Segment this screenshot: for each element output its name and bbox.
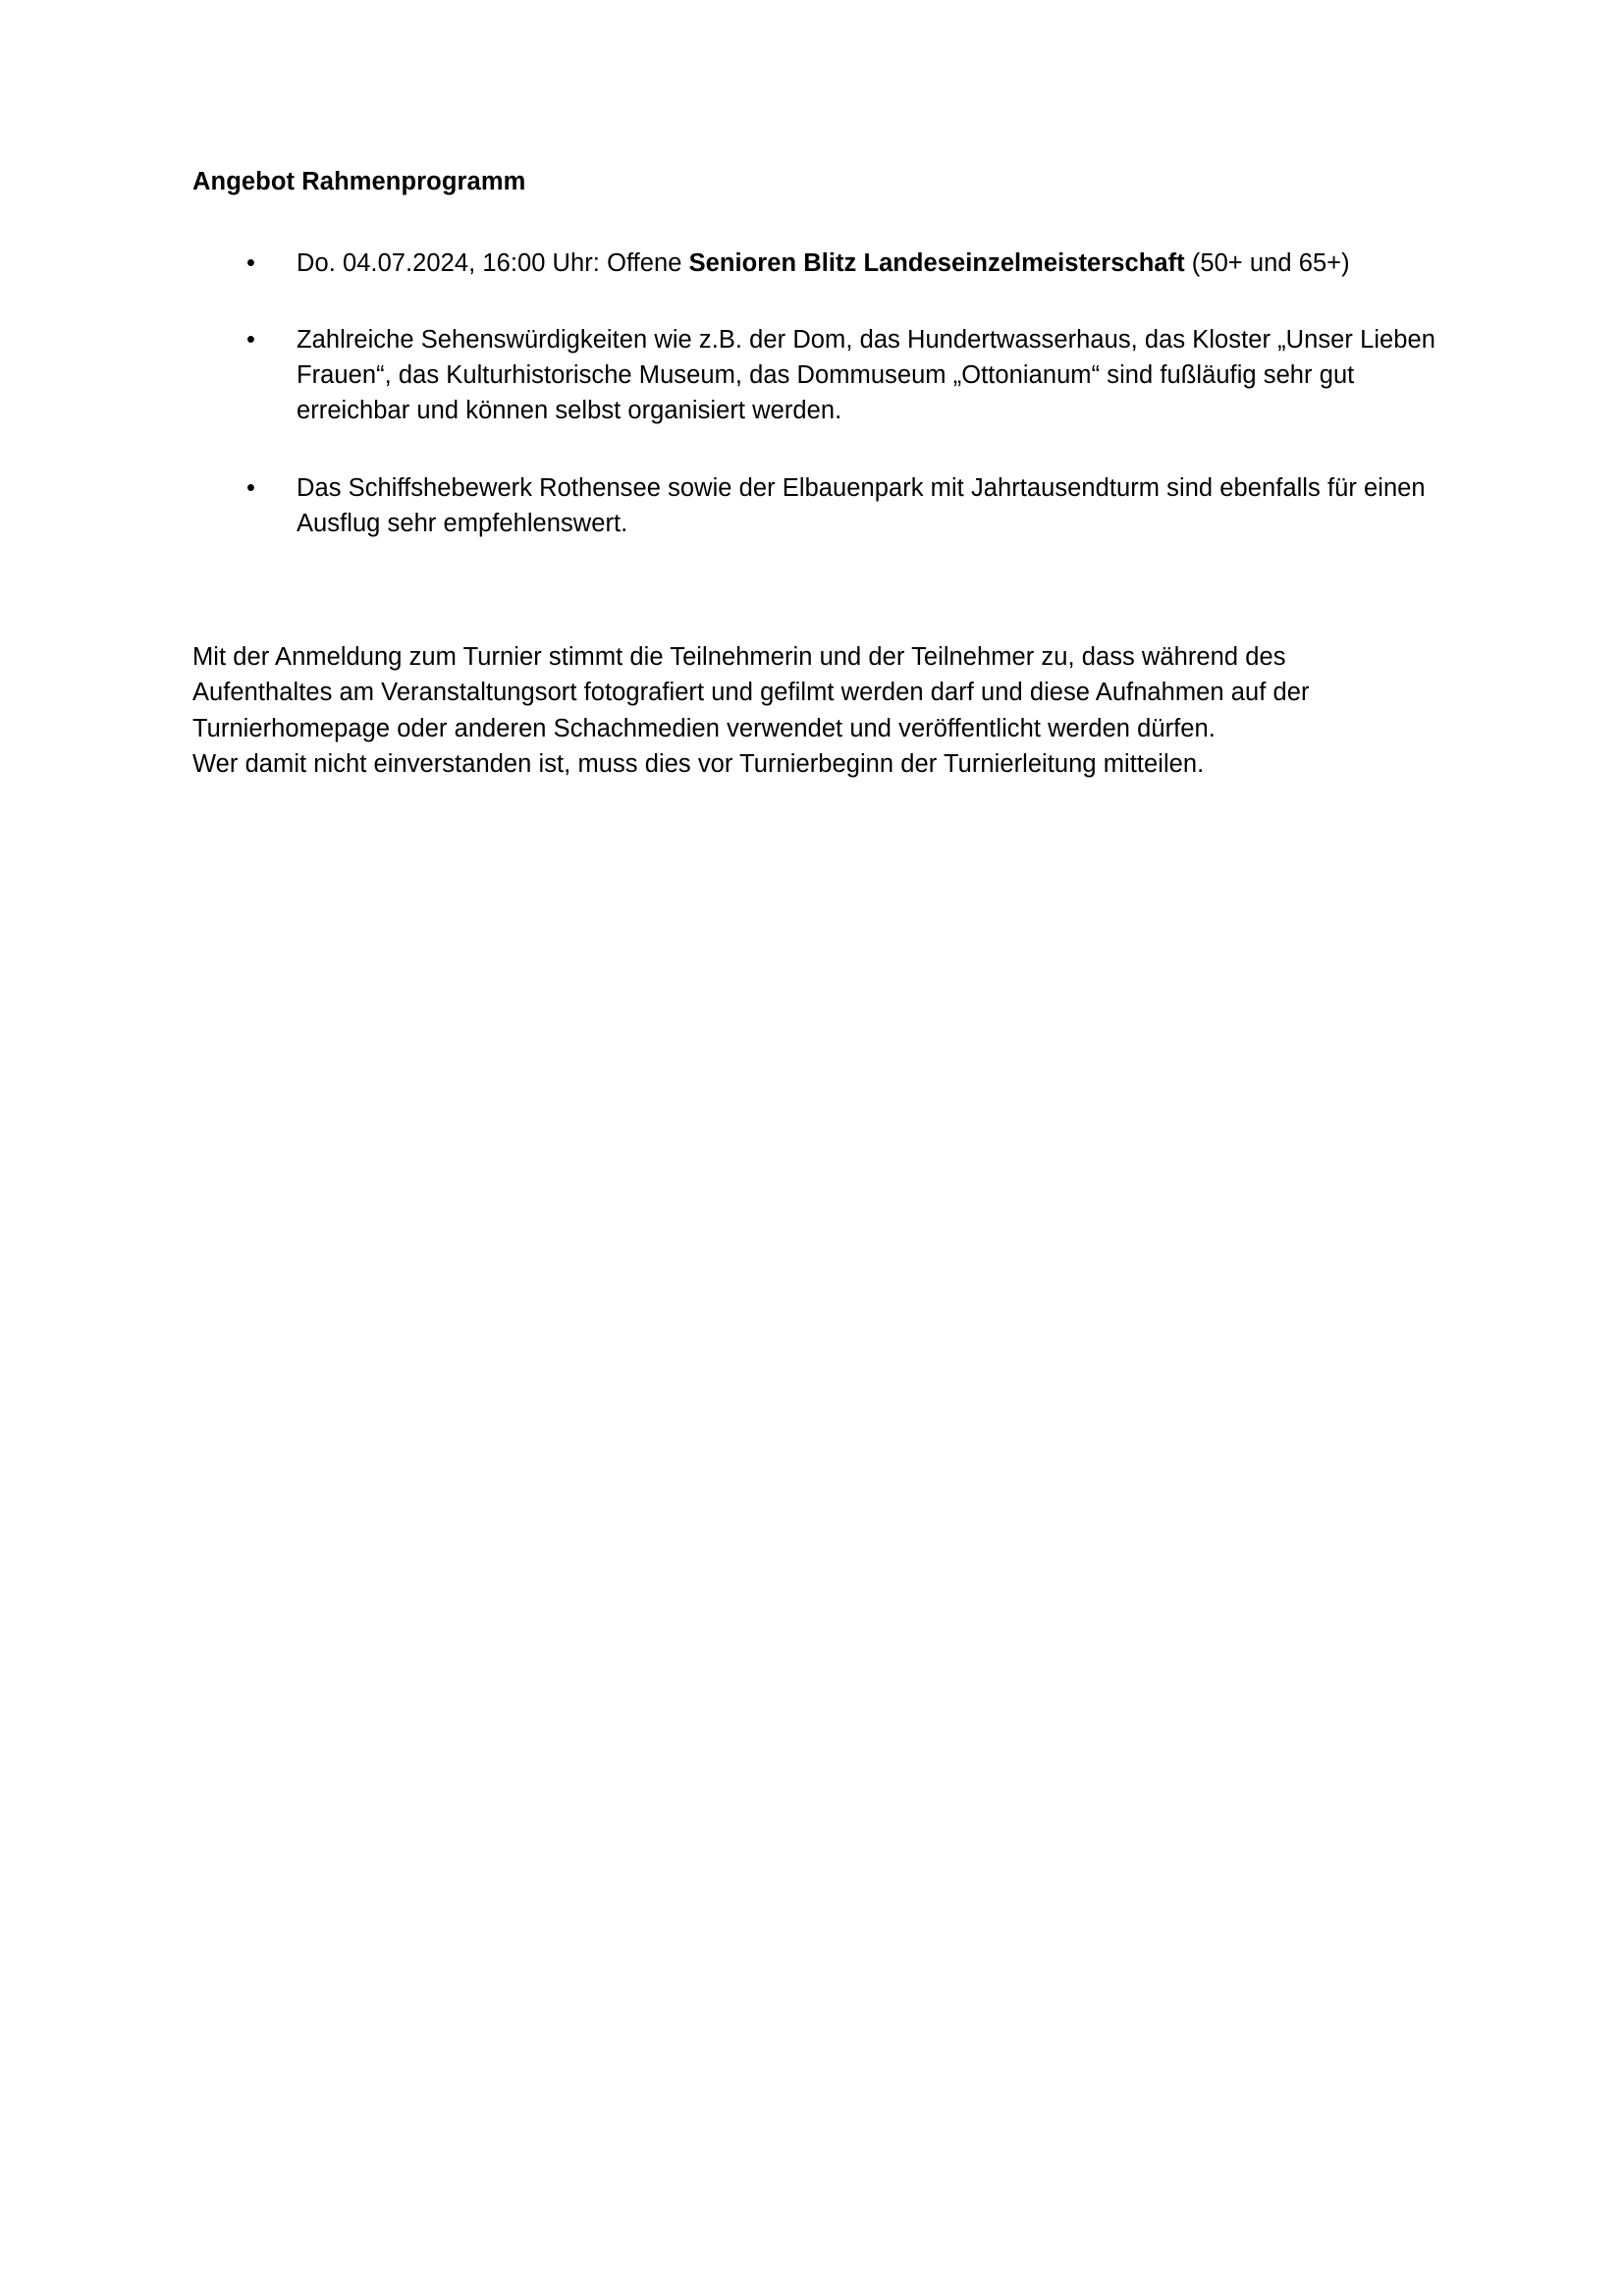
list-item xyxy=(246,322,1436,429)
list-item xyxy=(246,246,1436,281)
consent-paragraph-1: Mit der Anmeldung zum Turnier stimmt die Teilnehmerin und der Teilnehmer zu, dass während des Aufenthaltes am Veranstaltungsort fotografiert und gefilmt werden darf und diese Aufnahmen auf der Turnierhomepage oder anderen Schachmedien verwendet und veröffentlicht werden dürfen. xyxy=(192,643,1310,742)
bullet-icon: • xyxy=(246,248,255,277)
bullet-icon: • xyxy=(246,473,255,502)
page-title: Angebot Rahmenprogramm xyxy=(192,168,526,195)
rahmenprogramm-list xyxy=(192,246,1436,541)
list-item-bold: Senioren Blitz Landeseinzelmeisterschaft xyxy=(688,248,1185,277)
list-item-text: Das Schiffshebewerk Rothensee sowie der Elbauenpark mit Jahrtausendturm sind ebenfalls für einen Ausflug sehr empfehlenswert. xyxy=(297,473,1426,537)
list-item-text: Zahlreiche Sehenswürdigkeiten wie z.B. der Dom, das Hundertwasserhaus, das Kloster „Unser Lieben Frauen“, das Kulturhistorische Museum, das Dommuseum „Ottonianum“ sind fußläufig sehr gut erreichbar und können selbst organisiert werden. xyxy=(297,326,1435,425)
list-item-prefix: Do. 04.07.2024, 16:00 Uhr: Offene xyxy=(297,248,689,277)
list-item-text xyxy=(297,246,1436,281)
list-item xyxy=(246,470,1436,541)
photo-consent-notice xyxy=(192,639,1390,782)
list-item-suffix: (50+ und 65+) xyxy=(1184,248,1350,277)
bullet-icon: • xyxy=(246,326,255,355)
consent-paragraph-2: Wer damit nicht einverstanden ist, muss dies vor Turnierbeginn der Turnierleitung mitteilen. xyxy=(192,749,1205,778)
